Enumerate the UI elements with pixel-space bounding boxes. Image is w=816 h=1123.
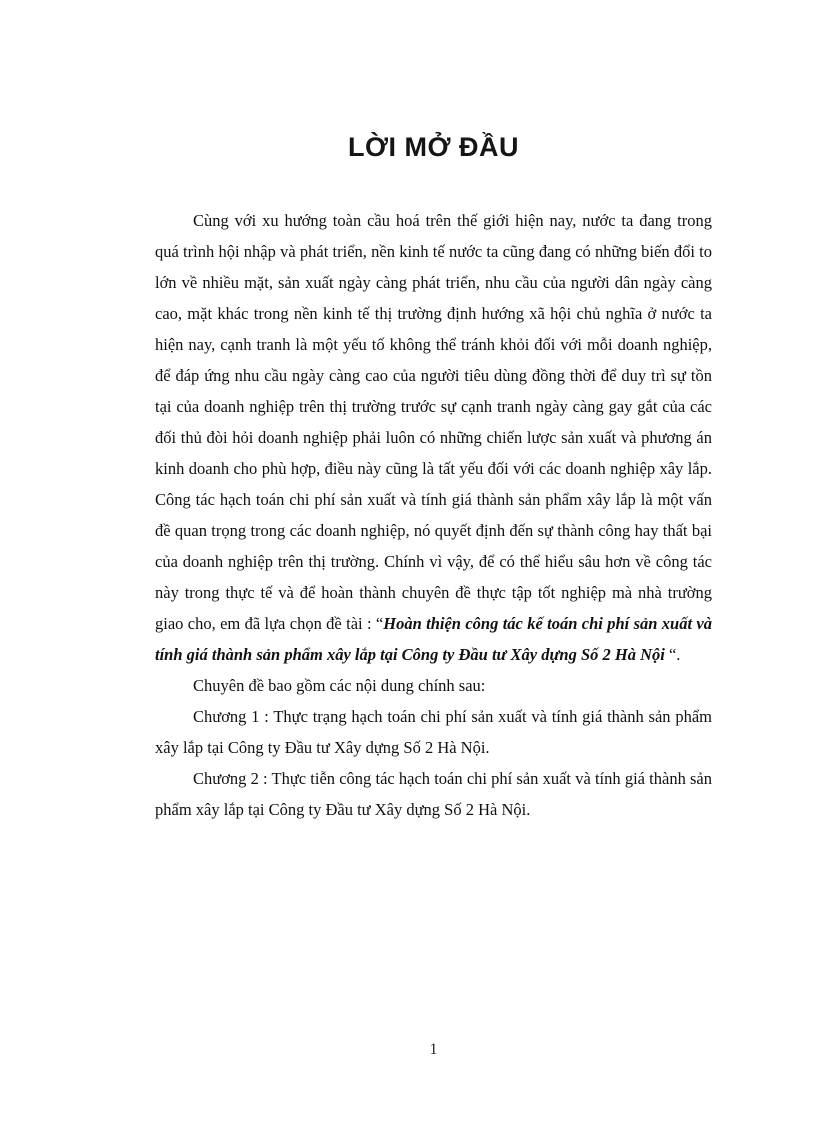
document-body xyxy=(155,205,712,825)
document-title: LỜI MỞ ĐẦU xyxy=(347,132,520,162)
paragraph-contents-intro: Chuyên đề bao gồm các nội dung chính sau: xyxy=(193,676,486,695)
thesis-topic-title: Hoàn thiện công tác kế toán chi phí sản xuất và tính giá thành sản phẩm xây lắp tại Công ty Đầu tư Xây dựng Số 2 Hà Nội xyxy=(155,614,712,664)
intro-closing-quote: “. xyxy=(664,645,681,664)
paragraph-chapter-1: Chương 1 : Thực trạng hạch toán chi phí sản xuất và tính giá thành sản phẩm xây lắp tại Công ty Đầu tư Xây dựng Số 2 Hà Nội. xyxy=(155,707,712,757)
paragraph-chapter-2: Chương 2 : Thực tiễn công tác hạch toán chi phí sản xuất và tính giá thành sản phẩm xây lắp tại Công ty Đầu tư Xây dựng Số 2 Hà Nội. xyxy=(155,769,712,819)
page-number: 1 xyxy=(429,1041,438,1058)
intro-text: Cùng với xu hướng toàn cầu hoá trên thế giới hiện nay, nước ta đang trong quá trình hội nhập và phát triển, nền kinh tế nước ta cũng đang có những biến đổi to lớn về nhiều mặt, sản xuất ngày càng phát triển, nhu cầu của người dân ngày càng cao, mặt khác trong nền kinh tế thị trường định hướng xã hội chủ nghĩa ở nước ta hiện nay, cạnh tranh là một yếu tố không thể tránh khỏi đối với mỗi doanh nghiệp, để đáp ứng nhu cầu ngày càng cao của người tiêu dùng đồng thời để duy trì sự tồn tại của doanh nghiệp trên thị trường trước sự cạnh tranh ngày càng gay gắt của các đối thủ đòi hỏi doanh nghiệp phải luôn có những chiến lược sản xuất và phương án kinh doanh cho phù hợp, điều này cũng là tất yếu đối với các doanh nghiệp xây lắp. Công tác hạch toán chi phí sản xuất và tính giá thành sản phẩm xây lắp là một vấn đề quan trọng trong các doanh nghiệp, nó quyết định đến sự thành công hay thất bại của doanh nghiệp trên thị trường. Chính vì vậy, để có thể hiểu sâu hơn về công tác này trong thực tế và để hoàn thành chuyên đề thực tập tốt nghiệp mà nhà trường giao cho, em đã lựa chọn đề tài : “ xyxy=(155,211,712,633)
paragraph-introduction xyxy=(155,205,712,670)
